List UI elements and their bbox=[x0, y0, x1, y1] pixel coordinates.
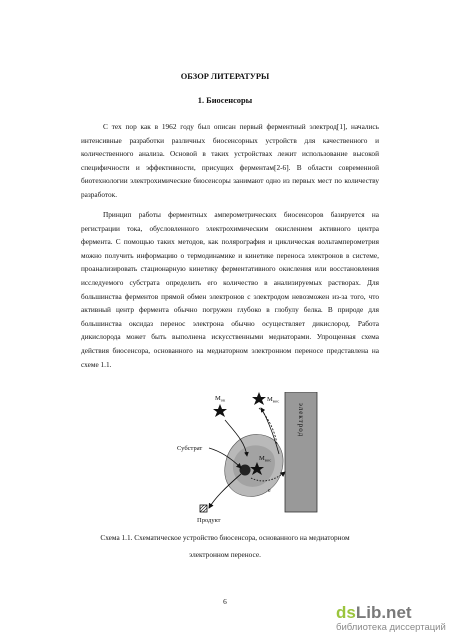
figure-caption-line-1: Схема 1.1. Схематическое устройство биосенсора, основанного на медиаторном bbox=[100, 533, 350, 542]
section-title: ОБЗОР ЛИТЕРАТУРЫ bbox=[180, 72, 270, 81]
paragraph-intro: С тех пор как в 1962 году был описан первый ферментный электрод[1], начались интенсивные разработки различных биосенсорных устройств для качественного и количественного анализа. Основой в таких устройствах лежит использование высокой специфичности и эффективности, присущих ферментам[2-6]. В области современной биотехнологии электрохимические биосенсоры занимают одно из первых мест по количеству разработок. bbox=[81, 122, 379, 199]
watermark-brand bbox=[336, 604, 446, 622]
subsection-title: 1. Биосенсоры bbox=[197, 96, 253, 105]
watermark-brand-name: Lib.net bbox=[355, 603, 412, 622]
dslib-watermark bbox=[336, 604, 446, 634]
mediator-red-label: $М_{вос}$ bbox=[259, 455, 272, 463]
figure-caption-line-2: электронном переносе. bbox=[189, 550, 261, 559]
substrate-label: Субстрат bbox=[177, 445, 203, 452]
watermark-tagline: библиотека диссертаций bbox=[336, 622, 446, 633]
mediator-ox-star-left bbox=[213, 404, 227, 417]
mediator-red-label-top: $М_{вос}$ bbox=[267, 396, 280, 404]
electron-label: e bbox=[268, 488, 271, 494]
mediator-star-top bbox=[252, 392, 266, 405]
watermark-logo: ds bbox=[336, 603, 356, 622]
biosensor-scheme-diagram bbox=[175, 392, 325, 527]
electrode-label: электрод bbox=[297, 402, 305, 438]
active-center bbox=[240, 465, 251, 476]
product-label: Продукт bbox=[197, 517, 221, 524]
mediator-ox-label: $М_{ок}$ bbox=[215, 395, 226, 403]
paragraph-principle: Принцип работы ферментных амперометрических биосенсоров базируется на регистрации тока, обусловленного электрохимическим окислением активного центра фермента. С помощью таких методов, как полярография и циклическая вольтамперометрия можно получить информацию о термодинамике и кинетике переноса электронов в системе, проанализировать стационарную кинетику ферментативного окисления или восстановления исследуемого субстрата определить его количество в анализируемых растворах. Для большинства ферментов прямой обмен электронов с электродом невозможен из-за того, что активный центр фермента обычно погружен глубоко в глобулу белка. В природе для большинства оксидаз перенос электрона обычно осуществляет дикислород. Работа дикислорода может быть выполнена искусственными медиаторами. Упрощенная схема действия биосенсора, основанного на медиаторном электронном переносе представлена на схеме 1.1. bbox=[81, 210, 379, 369]
page-number: 6 bbox=[223, 597, 227, 606]
